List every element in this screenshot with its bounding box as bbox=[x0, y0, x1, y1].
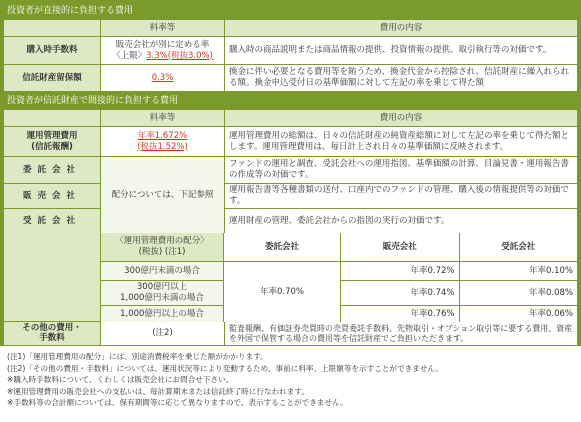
alloc-row2-range-line2: 1,000億円未満の場合 bbox=[120, 293, 204, 303]
alloc-row2-jutaku: 年率0.08% bbox=[460, 281, 578, 305]
other-fees-table bbox=[4, 322, 577, 345]
alloc-row1-range: 300億円未満の場合 bbox=[101, 262, 223, 280]
purchase-fee-content: 購入時の商品説明または商品情報の提供、投資情報の提供、取引執行等の対価です。 bbox=[225, 37, 577, 64]
footnote-5: ※手数料等の合計額については、保有期間等に応じて異なりますので、表示することができません。 bbox=[7, 398, 348, 408]
party-hanbai-label: 販売会社 bbox=[4, 184, 100, 208]
alloc-row2-range-line1: 300億円以上 bbox=[136, 282, 188, 293]
footnote-3: ※購入時手数料について、くわしくは販売会社にお問合せ下さい。 bbox=[7, 375, 234, 385]
alloc-col-hanbai: 販売会社 bbox=[341, 233, 459, 261]
alloc-row1-jutaku: 年率0.10% bbox=[460, 262, 578, 280]
other-fees-label-line2: 手数料 bbox=[39, 332, 65, 343]
indirect-fees-table bbox=[4, 110, 577, 232]
purchase-fee-cap-value: 3.3%(税抜3.0%) bbox=[146, 50, 213, 61]
allocation-table bbox=[101, 233, 577, 321]
purchase-fee-cap-prefix: 〈上限〉 bbox=[112, 50, 147, 61]
footnotes bbox=[7, 351, 577, 409]
direct-header-empty bbox=[4, 20, 100, 36]
party-itaku-label: 委託会社 bbox=[4, 157, 100, 183]
party-jutaku-label: 受託会社 bbox=[4, 209, 100, 233]
purchase-fee-rate-line1: 販売会社が別に定める率 bbox=[115, 39, 210, 50]
retention-fee-label: 信託財産留保額 bbox=[4, 65, 100, 91]
party-jutaku-content: 運用財産の管理、委託会社からの指図の実行の対価です。 bbox=[225, 209, 577, 233]
retention-fee-rate bbox=[101, 65, 224, 91]
purchase-fee-label: 購入時手数料 bbox=[4, 37, 100, 64]
footnote-1: (注1)「運用管理費用の配分」には、別途消費税率を乗じた額がかかります。 bbox=[7, 352, 268, 361]
retention-fee-rate-value: 0.3% bbox=[151, 72, 174, 83]
footnote-4: ※運用管理費用の販売会社への支払いは、毎計算期末または信託終了時に行なわれます。 bbox=[7, 386, 309, 396]
purchase-fee-rate-line2 bbox=[112, 51, 213, 62]
alloc-header-line2: (税抜) (注1) bbox=[138, 247, 186, 257]
mgmt-fee-label bbox=[4, 127, 100, 156]
alloc-left-spacer bbox=[4, 233, 100, 321]
mgmt-fee-rate-line1: 年率1.672% bbox=[137, 130, 188, 141]
alloc-col-jutaku: 受託会社 bbox=[460, 233, 578, 261]
alloc-row1-hanbai: 年率0.72% bbox=[341, 262, 459, 280]
indirect-header-empty bbox=[4, 110, 100, 126]
indirect-header-content: 費用の内容 bbox=[225, 110, 577, 126]
alloc-row2-hanbai: 年率0.74% bbox=[341, 281, 459, 305]
alloc-header-title bbox=[101, 233, 223, 261]
alloc-row3-jutaku: 年率0.06% bbox=[460, 306, 578, 323]
footnote-2: (注2)「その他の費用・手数料」については、運用状況等により変動するため、事前に料率、上限額等を示すことができません。 bbox=[7, 363, 443, 373]
alloc-itaku-rate: 年率0.70% bbox=[224, 262, 340, 323]
alloc-row3-range: 1,000億円以上の場合 bbox=[101, 306, 223, 323]
mgmt-fee-content: 運用管理費用の総額は、日々の信託財産の純資産総額に対して左記の率を乗じて得た額とします。運用管理費用は、毎日計上され日々の基準価額に反映されます。 bbox=[225, 127, 577, 156]
party-hanbai-content: 運用報告書等各種書類の送付、口座内でのファンドの管理、購入後の情報提供等の対価です。 bbox=[225, 184, 577, 208]
direct-fees-table bbox=[4, 20, 577, 91]
direct-header-rate: 料率等 bbox=[101, 20, 224, 36]
alloc-col-itaku: 委託会社 bbox=[224, 233, 340, 261]
mgmt-fee-label-line2: (信託報酬) bbox=[31, 141, 73, 152]
other-fees-content: 監査報酬、有価証券売買時の売買委託手数料、先物取引・オプション取引等に要する費用、資産を外国で保管する場合の費用等を信託財産でご負担いただきます。 bbox=[225, 322, 577, 345]
alloc-header-line1: 〈運用管理費用の配分〉 bbox=[115, 236, 209, 247]
other-fees-rate: (注2) bbox=[101, 322, 224, 345]
direct-header-content: 費用の内容 bbox=[225, 20, 577, 36]
alloc-row3-hanbai: 年率0.76% bbox=[341, 306, 459, 323]
mgmt-fee-label-line1: 運用管理費用 bbox=[26, 130, 78, 141]
other-fees-label-line1: その他の費用・ bbox=[22, 323, 82, 334]
party-itaku-content: ファンドの運用と調査、受託会社への運用指図、基準価額の計算、目論見書・運用報告書の作成等の対価です。 bbox=[225, 157, 577, 183]
allocation-note: 配分については、下記参照 bbox=[101, 157, 224, 233]
section-indirect-title: 投資者が信託財産で間接的に負担する費用 bbox=[0, 93, 581, 109]
mgmt-fee-rate-line2: (税抜1.52%) bbox=[137, 141, 188, 152]
retention-fee-content: 換金に伴い必要となる費用等を賄うため、換金代金から控除され、信託財産に繰入れられる額。換金申込受付日の基準価額に対して左記の率を乗じて得た額 bbox=[225, 65, 577, 91]
other-fees-label bbox=[4, 322, 100, 345]
mgmt-fee-rate bbox=[101, 127, 224, 156]
alloc-row2-range bbox=[101, 281, 223, 305]
purchase-fee-rate bbox=[101, 37, 224, 64]
section-direct-title: 投資者が直接的に負担する費用 bbox=[0, 3, 581, 19]
indirect-header-rate: 料率等 bbox=[101, 110, 224, 126]
